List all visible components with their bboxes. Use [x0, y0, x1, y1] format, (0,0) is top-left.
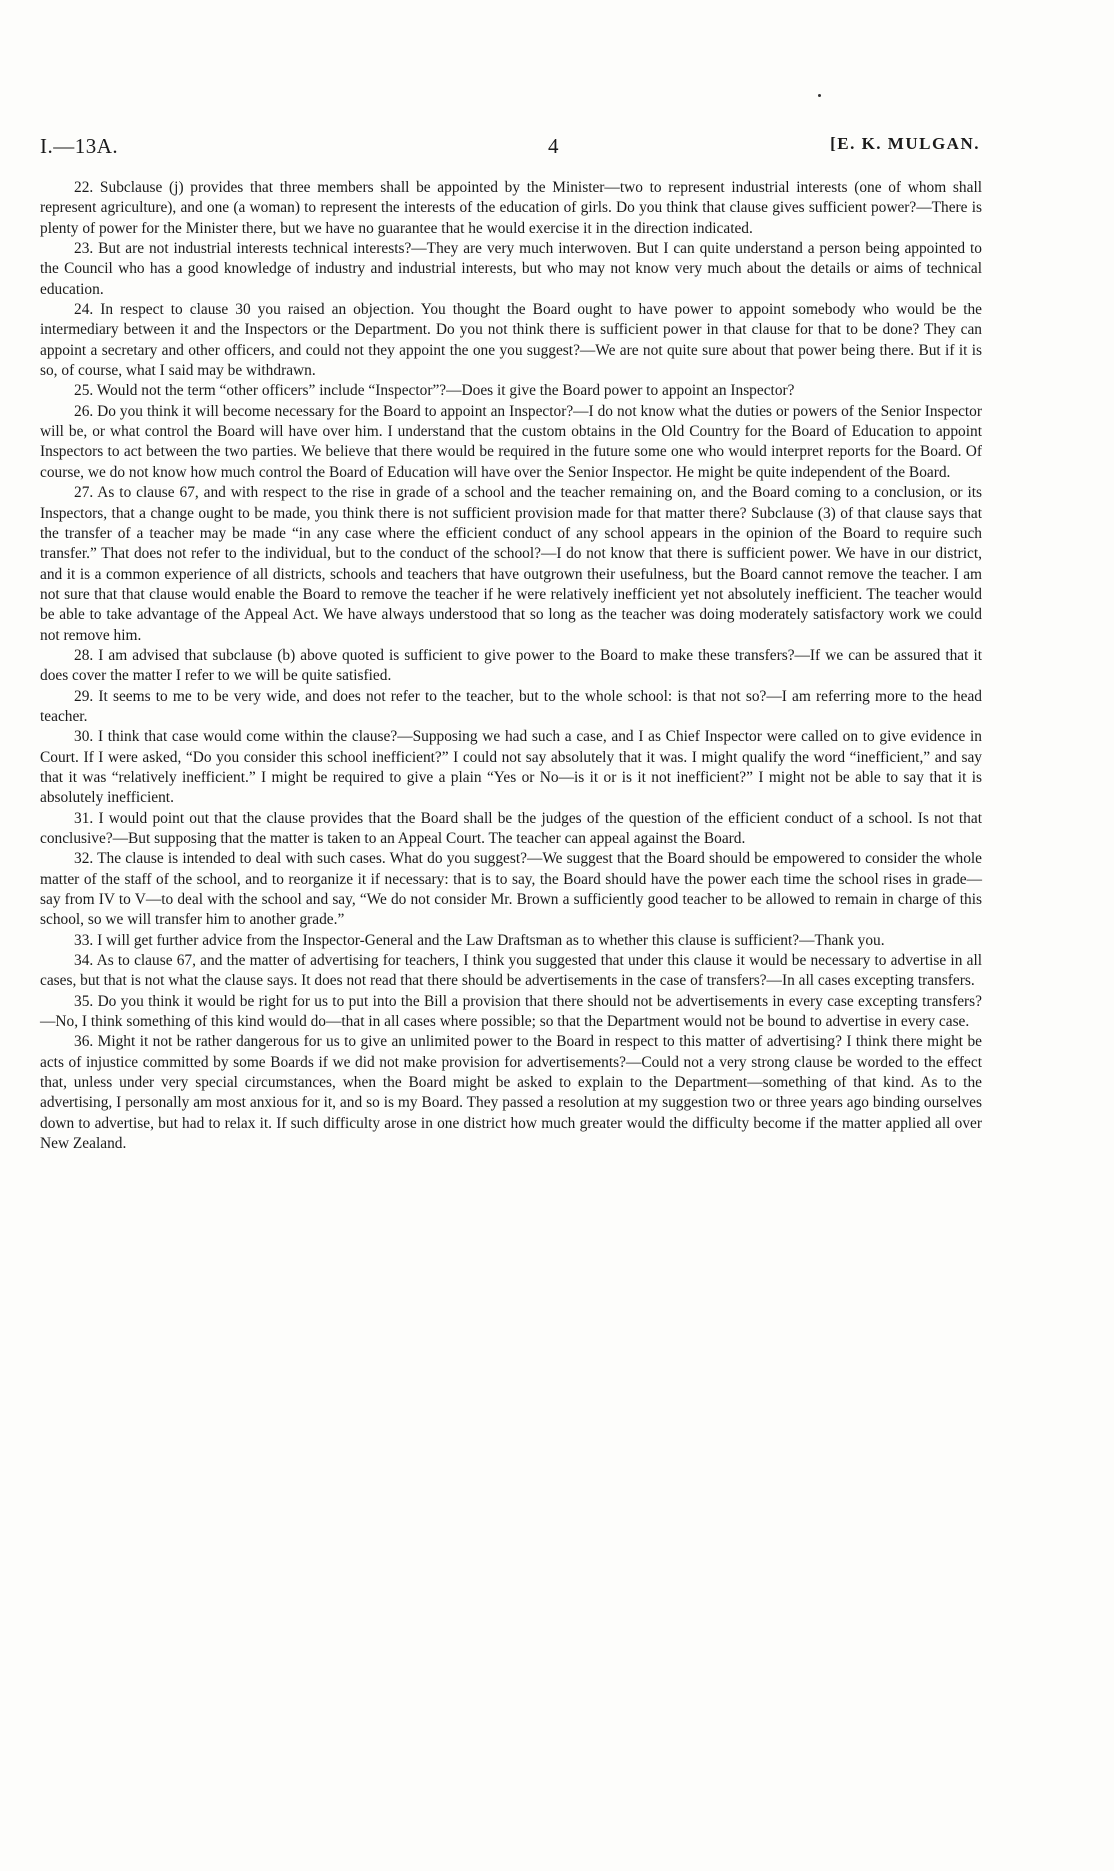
page-header [40, 134, 980, 162]
paragraph-26: 26. Do you think it will become necessary for the Board to appoint an Inspector?—I do not know what the duties or powers of the Senior Inspector will be, or what control the Board will have over him. I understand that the custom obtains in the Old Country for the Board of Education to appoint Inspectors to act between the two parties. We believe that there would be required in the future some one who would interpret reports for the Board. Of course, we do not know how much control the Board of Education will have over the Senior Inspector. He might be quite independent of the Board. [40, 402, 982, 481]
paragraph-31: 31. I would point out that the clause provides that the Board shall be the judges of the question of the efficient conduct of a school. Is not that conclusive?—But supposing that the matter is taken to an Appeal Court. The teacher can appeal against the Board. [40, 809, 982, 847]
body-text [40, 178, 982, 1155]
paragraph-33: 33. I will get further advice from the Inspector-General and the Law Draftsman as to whether this clause is sufficient?—Thank you. [74, 931, 885, 949]
paragraph-23: 23. But are not industrial interests technical interests?—They are very much interwoven. But I can quite understand a person being appointed to the Council who has a good knowledge of industry and industrial interests, but who may not know very much about the details or aims of technical education. [40, 240, 982, 298]
paragraph-25: 25. Would not the term “other officers” include “Inspector”?—Does it give the Board power to appoint an Inspector? [74, 382, 795, 400]
paragraph-30: 30. I think that case would come within the clause?—Supposing we had such a case, and I as Chief Inspector were called on to give evidence in Court. If I were asked, “Do you consider this school inefficient?” I could not say absolutely that it was. I might qualify the word “inefficient,” and say that it was “relatively inefficient.” I might be required to give a plain “Yes or No—is it or is it not inefficient?” I might not be able to say that it is absolutely inefficient. [40, 728, 982, 807]
paragraph-27: 27. As to clause 67, and with respect to the rise in grade of a school and the teacher remaining on, and the Board coming to a conclusion, or its Inspectors, that a change ought to be made, you think there is not sufficient provision made for that matter there? Subclause (3) of that clause says that the transfer of a teacher may be made “in any case where the efficient conduct of any school appears in the opinion of the Board to require such transfer.” That does not refer to the individual, but to the conduct of the school?—I do not know that there is sufficient power. We have in our district, and it is a common experience of all districts, schools and teachers that have outgrown their usefulness, but the Board cannot remove the teacher. I am not sure that that clause would enable the Board to remove the teacher if he were relatively inefficient yet not absolutely inefficient. The teacher would be able to take advantage of the Appeal Act. We have always understood that so long as the teacher was doing moderately satisfactory work we could not remove him. [40, 484, 982, 644]
page-number: 4 [548, 134, 559, 158]
paragraph-35: 35. Do you think it would be right for us to put into the Bill a provision that there should not be advertisements in every case excepting transfers?—No, I think something of this kind would do—that in all cases where possible; so that the Department would not be bound to advertise in every case. [40, 992, 982, 1031]
document-reference: I.—13A. [40, 134, 119, 158]
paragraph-24: 24. In respect to clause 30 you raised an objection. You thought the Board ought to have power to appoint somebody who would be the intermediary between it and the Inspectors or the Department. Do you not think there is sufficient power in that clause for that to be done? They can appoint a secretary and other officers, and could not they appoint the one you suggest?—We are not quite sure about that power being there. But if it is so, of course, what I said may be withdrawn. [40, 301, 982, 380]
paragraph-34: 34. As to clause 67, and the matter of advertising for teachers, I think you suggested that under this clause it would be necessary to advertise in all cases, but that is not what the clause says. It does not read that there should be advertisements in the case of transfers?—In all cases excepting transfers. [40, 952, 982, 990]
witness-name: [E. K. MULGAN. [830, 134, 980, 153]
paragraph-22: 22. Subclause (j) provides that three members shall be appointed by the Minister—two to represent industrial interests (one of whom shall represent agriculture), and one (a woman) to represent the interests of the education of girls. Do you think that clause gives sufficient power?—There is plenty of power for the Minister there, but we have no guarantee that he would exercise it in the direction indicated. [40, 179, 982, 237]
scan-speck [818, 94, 821, 97]
paragraph-32: 32. The clause is intended to deal with such cases. What do you suggest?—We suggest that the Board should be empowered to consider the whole matter of the staff of the school, and to reorganize it if necessary: that is to say, the Board should have the power each time the school rises in grade—say from IV to V—to deal with the school and say, “We do not consider Mr. Brown a sufficiently good teacher to be allowed to remain in charge of this school, so we will transfer him to another grade.” [40, 850, 982, 929]
paragraph-29: 29. It seems to me to be very wide, and does not refer to the teacher, but to the whole school: is that not so?—I am referring more to the head teacher. [40, 687, 982, 725]
paragraph-28: 28. I am advised that subclause (b) above quoted is sufficient to give power to the Board to make these transfers?—If we can be assured that it does cover the matter I refer to we will be quite satisfied. [40, 646, 982, 685]
paragraph-36: 36. Might it not be rather dangerous for us to give an unlimited power to the Board in respect to this matter of advertising? I think there might be acts of injustice committed by some Boards if we did not make provision for advertisements?—Could not a very strong clause be worded to the effect that, unless under very special circumstances, when the Board might be asked to explain to the Department—something of that kind. As to the advertising, I personally am most anxious for it, and so is my Board. They passed a resolution at my suggestion two or three years ago binding ourselves down to advertise, but had to relax it. If such difficulty arose in one district how much greater would the difficulty become if the matter applied all over New Zealand. [40, 1033, 982, 1153]
